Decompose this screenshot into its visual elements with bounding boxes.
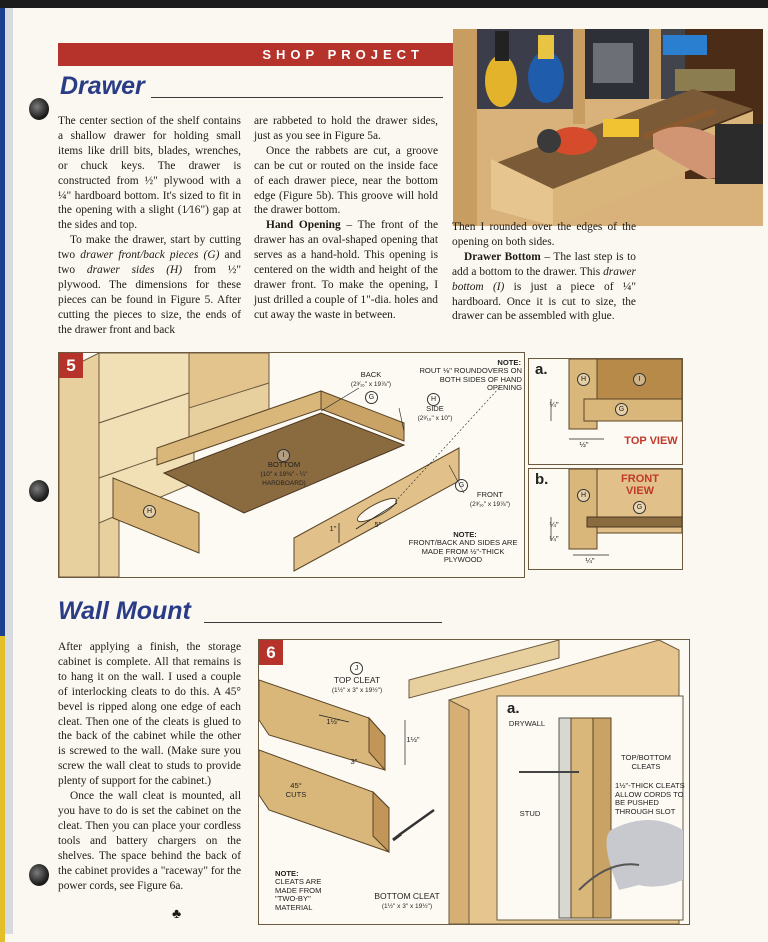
page-top-edge (0, 0, 768, 8)
shelf-drawer-photo (453, 29, 763, 226)
bottom-label (253, 461, 315, 489)
drawer-para-6: Then I rounded over the edges of the opening on both sides. (452, 221, 636, 248)
top-bottom-cleats-label: TOP/BOTTOM CLEATS (621, 753, 671, 771)
wall-para-1: After applying a finish, the storage cabinet is complete. All that remains is to hang it on the wall. I used a couple of interlocking cleats to do this. A 45° bevel is ripped along one edge of each cleat. Then one of the cleats is glued to the back of the cabinet while the other is screwed to the wall. (Make sure you screw the wall cleat to studs to provide plenty of support for the cabinet.) (58, 641, 241, 788)
wall-mount-text-column (58, 640, 241, 893)
top-cleat-label-text: TOP CLEAT (333, 675, 381, 685)
binder-hole-icon (29, 480, 49, 502)
note-bottom-text: FRONT/BACK AND SIDES ARE MADE FROM ½"-THICK PLYWOOD (408, 538, 518, 564)
raceway-note: 1½"-THICK CLEATS ALLOW CORDS TO BE PUSHED THROUGH SLOT (615, 781, 685, 816)
note-bottom-heading: NOTE: (453, 530, 477, 539)
dim-1half-left: 1½" (326, 717, 340, 726)
front-view-label: FRONT VIEW (621, 473, 659, 497)
side-label-text: SIDE (426, 404, 444, 413)
heading-rule (151, 97, 443, 98)
part-reference: drawer sides (H) (86, 264, 183, 277)
part-i-callout: I (277, 449, 290, 462)
drawer-heading: Drawer (60, 72, 145, 100)
part-reference: drawer bottom (I) (452, 265, 636, 293)
back-label (341, 371, 401, 389)
figure-6-number: 6 (259, 640, 283, 665)
binder-hole-icon (29, 864, 49, 886)
top-cleat-size: (1½" x 3" x 19½") (331, 686, 383, 694)
bottom-size: (10" x 19⅜" - ¼" HARDBOARD) (260, 470, 308, 487)
side-label (407, 405, 463, 423)
note-top-heading: NOTE: (497, 358, 521, 367)
drawer-text-column-3 (452, 220, 636, 324)
part-j-callout: J (350, 662, 363, 675)
wall-mount-heading: Wall Mount (58, 597, 191, 625)
section-label: SHOP PROJECT (262, 47, 424, 62)
stud-label: STUD (519, 809, 541, 818)
top-view-label: TOP VIEW (624, 435, 678, 447)
part-h-side-callout: H (143, 505, 156, 518)
part-reference: drawer front/back pieces (G) (80, 249, 220, 262)
figure-5-number: 5 (59, 353, 83, 378)
yellow-edge-strip (0, 636, 5, 942)
bottom-cleat-label-text: BOTTOM CLEAT (374, 891, 440, 901)
detail-b-dim1: ¼" (549, 520, 559, 529)
figure-6-wall-cleats (258, 639, 690, 925)
figure-5a-top-view (528, 358, 683, 465)
drawer-para-5 (254, 218, 438, 322)
drawer-para-4: Once the rabbets are cut, a groove can be cut or routed on the inside face of each drawer piece, near the bottom edge (Figure 5b). This groove will hold the drawer bottom. (254, 144, 438, 217)
drawer-para-7 (452, 250, 636, 325)
bottom-cleat-label (367, 892, 447, 911)
binder-hole-icon (29, 98, 49, 120)
front-size: (2³⁄₁₆" x 19⅞") (469, 500, 511, 508)
detail-b-g: G (633, 501, 646, 514)
side-size: (2³⁄₁₆" x 10") (417, 414, 453, 422)
dim-1half-right: 1½" (406, 735, 420, 744)
top-cleat-label (317, 676, 397, 695)
drawer-text-column-2 (254, 114, 438, 323)
detail-a-i: I (633, 373, 646, 386)
cuts-label: 45° CUTS (285, 781, 307, 799)
drawer-para-3: are rabbeted to hold the drawer sides, just as you see in Figure 5a. (254, 115, 438, 142)
part-g-callout: G (365, 391, 378, 404)
part-h-callout: H (427, 393, 440, 406)
section-banner (58, 43, 454, 66)
bottom-cleat-size: (1½" x 3" x 19½") (381, 902, 433, 910)
run-in-heading: Hand Opening (266, 219, 341, 232)
detail-a-dim-v: ¼" (549, 400, 559, 409)
figure-5b-front-view (528, 468, 683, 570)
detail-a-g: G (615, 403, 628, 416)
bottom-label-text: BOTTOM (267, 460, 301, 469)
run-in-heading: Drawer Bottom (464, 250, 541, 263)
dim-1in: 1" (329, 524, 337, 533)
heading-rule (204, 622, 442, 623)
rabbet-top-view-drawing (529, 359, 682, 464)
front-label (453, 491, 525, 509)
drawer-para-1: The center section of the shelf contains a shallow drawer for holding small items like drill bits, blades, wrenches, or chuck keys. The drawer is constructed from ½" plywood with a ¼" hardboard bottom. It's sized to fit in the opening with a slight (1⁄16") gap at the sides and top. (58, 115, 241, 232)
page-left-edge (0, 8, 13, 934)
end-mark-icon: ♣ (172, 907, 182, 922)
back-label-text: BACK (360, 370, 382, 379)
wall-para-2: Once the wall cleat is mounted, all you have to do is set the cabinet on the cleat. Then you can place your cordless tools and battery chargers on the shelves. The space behind the back of the cabinet provides a "raceway" for the power cords, see Figure 6a. (58, 790, 241, 892)
detail-a-h: H (577, 373, 590, 386)
detail-a-label: a. (535, 361, 548, 378)
detail-b-dim2: ¼" (549, 534, 559, 543)
text-run: To make the drawer, start by cutting two (58, 234, 241, 262)
blue-edge-strip (0, 8, 5, 648)
dim-3in: 3" (350, 757, 358, 766)
detail-b-h: H (577, 489, 590, 502)
text-run: – The last step is to add a bottom to the drawer. This (452, 250, 636, 278)
text-run: is just a piece of ¼" hardboard. Once it is cut to size, the drawer can be assembled with glue. (452, 280, 637, 323)
fig6-detail-a-label: a. (507, 700, 520, 717)
fig6-note-heading: NOTE: (275, 869, 299, 878)
drywall-label: DRYWALL (508, 719, 546, 728)
part-g-front-callout: G (455, 479, 468, 492)
text-run: – The front of the drawer has an oval-shaped opening that serves as a hand-hold. This opening is centered on the width and height of the drawer front. To make the opening, I just drilled a couple of 1"-dia. holes and cut away the waste in between. (254, 219, 438, 321)
back-size: (2³⁄₁₆" x 19⅞") (350, 380, 392, 388)
text-run: and two (58, 249, 241, 277)
drawer-text-column-1 (58, 114, 241, 338)
detail-a-dim-h: ½" (579, 440, 589, 449)
note-top-text: ROUT ⅛" ROUNDOVERS ON BOTH SIDES OF HAND OPENING (419, 366, 522, 392)
fig6-note-text: CLEATS ARE MADE FROM "TWO-BY" MATERIAL (275, 877, 322, 912)
detail-b-label: b. (535, 471, 549, 488)
dim-5in: 5" (374, 520, 382, 529)
detail-b-dim3: ¼" (585, 556, 595, 565)
figure-5-exploded-drawer (58, 352, 525, 578)
text-run: from ½" plywood. The dimensions for these pieces can be found in Figure 5. After cutting the pieces to size, the ends of the drawer front and back (58, 264, 242, 336)
drawer-para-2 (58, 233, 241, 337)
front-label-text: FRONT (476, 490, 504, 499)
